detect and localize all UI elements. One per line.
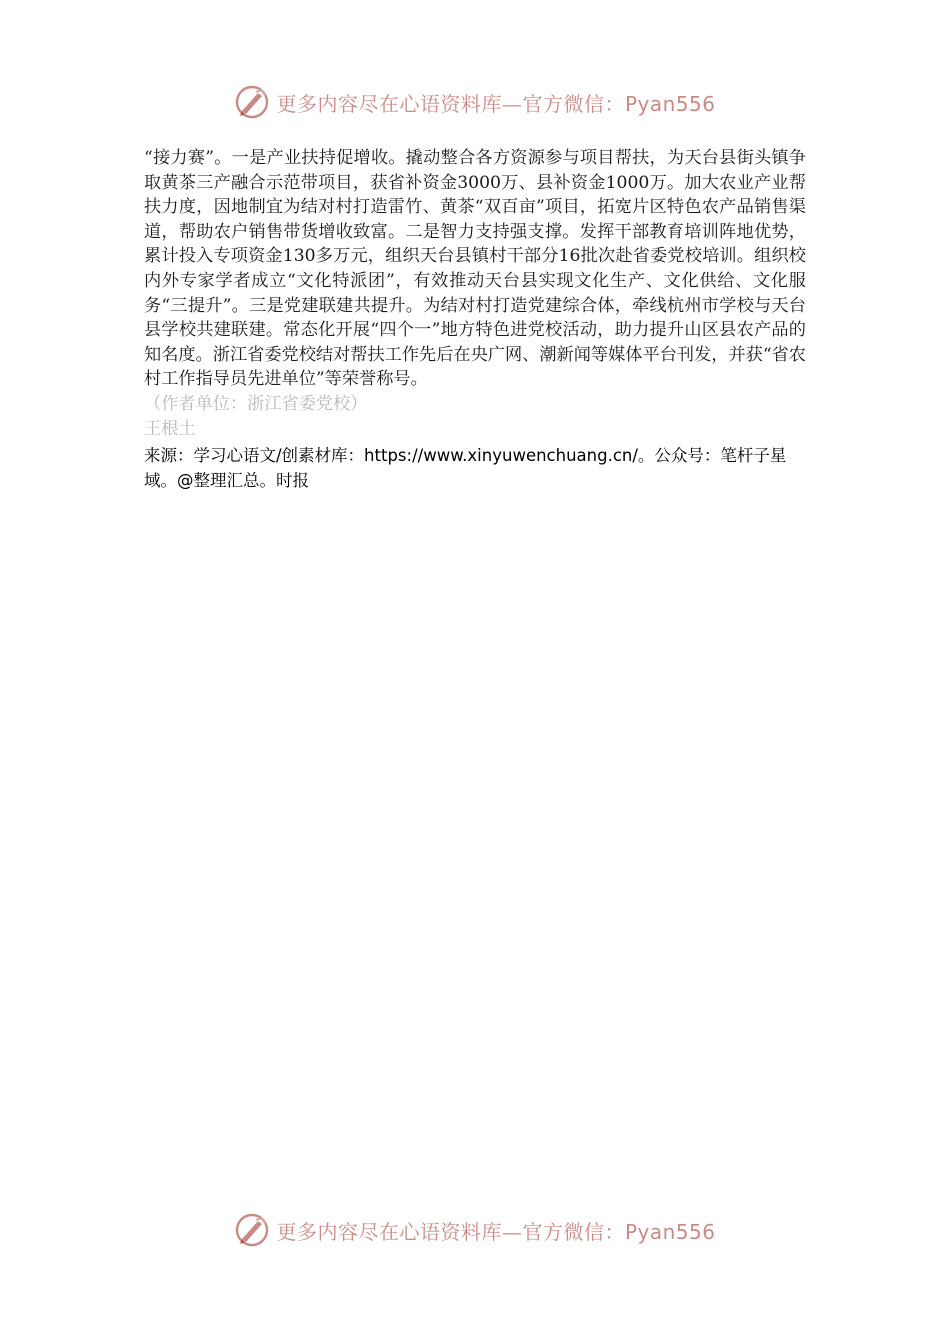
author-unit: （作者单位：浙江省委党校） bbox=[144, 393, 368, 414]
header-banner-text: 更多内容尽在心语资料库—官方微信：Pyan556 bbox=[276, 91, 716, 116]
author-name: 王根土 bbox=[144, 418, 196, 439]
source-note: 来源：学习心语文/创素材库：https://www.xinyuwenchuang.cn/。公众号：笔杆子星域。@整理汇总。时报 bbox=[144, 446, 787, 491]
pen-logo-icon bbox=[234, 1212, 270, 1248]
footer-wechat-id: Pyan556 bbox=[624, 1219, 716, 1244]
header-wechat-id: Pyan556 bbox=[624, 91, 716, 116]
pen-logo-icon bbox=[234, 84, 270, 120]
page-header-banner bbox=[0, 82, 950, 122]
page-footer-banner bbox=[0, 1210, 950, 1250]
article-content bbox=[144, 146, 806, 493]
footer-banner-text: 更多内容尽在心语资料库—官方微信：Pyan556 bbox=[276, 1219, 716, 1244]
article-body-paragraph: “接力赛”。一是产业扶持促增收。撬动整合各方资源参与项目帮扶，为天台县街头镇争取黄茶三产融合示范带项目，获省补资金3000万、县补资金1000万。加大农业产业帮扶力度，因地制宜为结对村打造雷竹、黄茶“双百亩”项目，拓宽片区特色农产品销售渠道，帮助农户销售带货增收致富。二是智力支持强支撑。发挥干部教育培训阵地优势，累计投入专项资金130多万元，组织天台县镇村干部分16批次赴省委党校培训。组织校内外专家学者成立“文化特派团”，有效推动天台县实现文化生产、文化供给、文化服务“三提升”。三是党建联建共提升。为结对村打造党建综合体，牵线杭州市学校与天台县学校共建联建。常态化开展“四个一”地方特色进党校活动，助力提升山区县农产品的知名度。浙江省委党校结对帮扶工作先后在央广网、潮新闻等媒体平台刊发，并获“省农村工作指导员先进单位”等荣誉称号。 bbox=[144, 148, 806, 390]
